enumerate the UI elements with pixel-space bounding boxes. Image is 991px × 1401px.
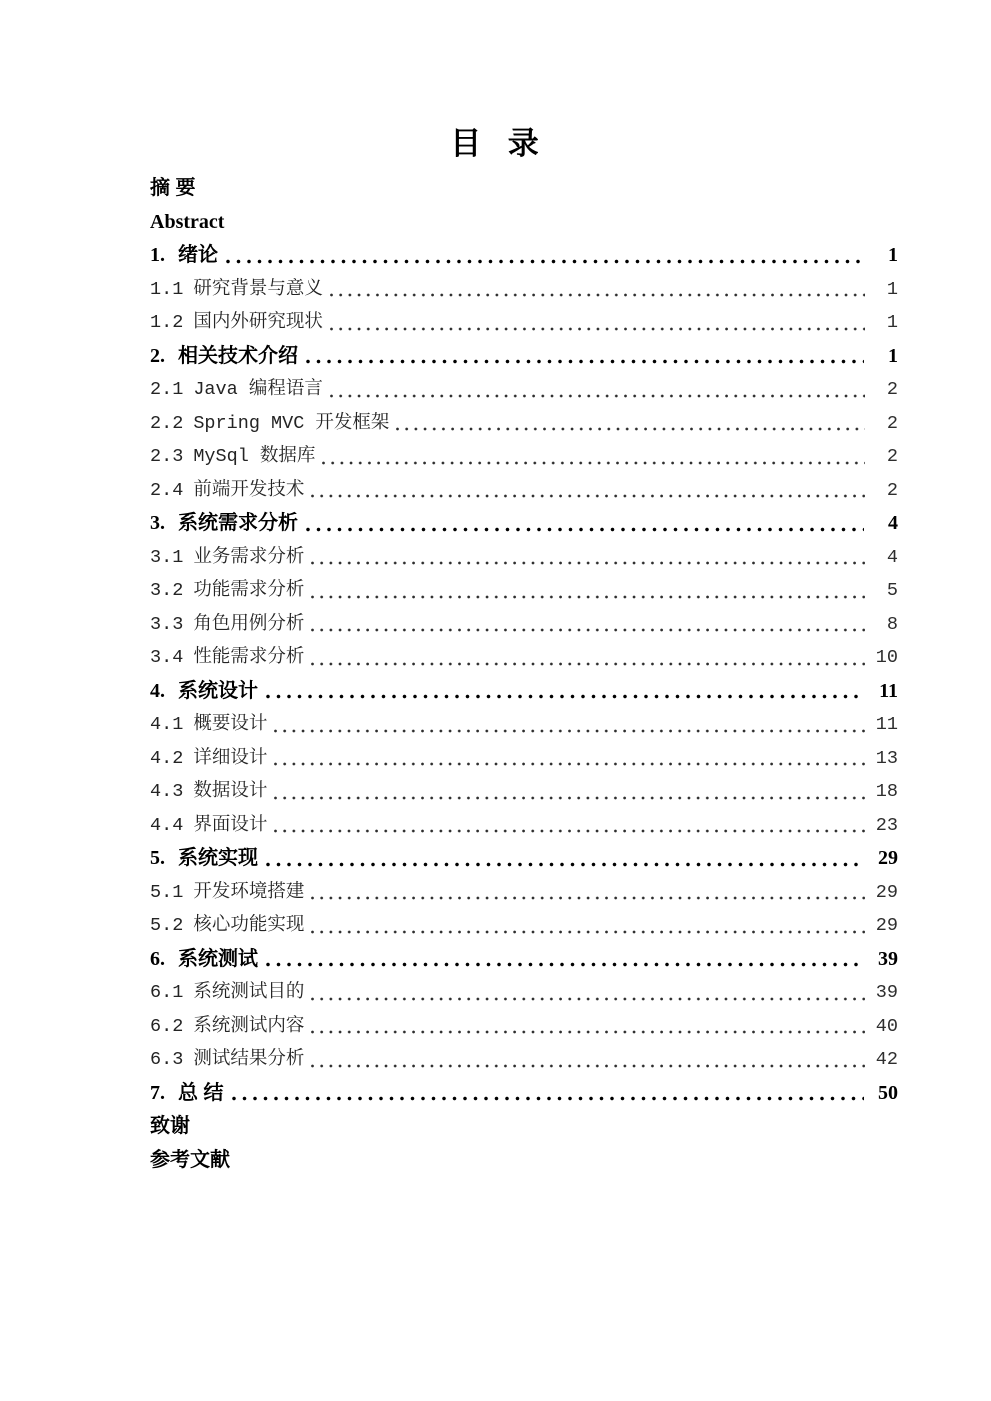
toc-row [150,809,898,843]
toc-row [150,373,898,407]
toc-entry-title: 摘 要 [150,177,196,199]
toc-dot-leader [311,930,865,934]
toc-dot-leader [274,729,865,733]
toc-entry-title: 核心功能实现 [193,915,305,936]
toc-page-number: 18 [875,781,898,802]
toc-entry-title: 系统测试 [178,947,258,970]
table-of-contents [150,172,898,1177]
toc-entry-title: 研究背景与意义 [193,278,323,300]
toc-page-number: 40 [875,1015,898,1037]
toc-entry-title: 开发环境搭建 [193,881,305,903]
toc-entry-title: 界面设计 [193,814,268,836]
toc-entry-number: 5. [150,847,165,869]
toc-page-number: 29 [875,881,898,903]
toc-row [150,574,898,608]
toc-dot-leader [311,1064,865,1068]
toc-page-number: 29 [875,915,898,936]
toc-row [150,943,898,977]
toc-row [150,1043,898,1077]
toc-entry-title: 测试结果分析 [193,1049,305,1070]
toc-page-number: 13 [875,747,898,769]
toc-entry-number: 2.1 [150,379,184,400]
toc-entry-title: 前端开发技术 [193,479,305,501]
toc-page-number: 10 [875,647,898,668]
toc-page-number: 1 [888,344,898,367]
toc-page-number: 39 [878,947,898,970]
toc-page-number: 50 [878,1081,898,1104]
toc-entry-title: 国内外研究现状 [193,312,323,333]
toc-row [150,172,898,206]
toc-entry-number: 4.1 [150,714,184,735]
toc-entry-title: 概要设计 [193,714,268,735]
toc-entry-title: 数据设计 [193,781,268,802]
toc-entry-title: Spring MVC 开发框架 [193,412,390,434]
toc-entry-title: 系统测试内容 [193,1015,305,1037]
toc-dot-leader [266,694,864,699]
toc-entry-number: 1. [150,244,165,266]
toc-entry-number: 2.4 [150,479,184,501]
toc-entry-title: 系统实现 [178,847,258,869]
toc-row [150,273,898,307]
toc-page-number: 5 [886,580,898,601]
toc-page-number: 1 [886,278,898,300]
toc-page-number: 4 [886,546,898,568]
toc-entry-number: 6. [150,947,165,970]
toc-entry-number: 2.3 [150,446,184,467]
toc-entry-number: 4.2 [150,747,184,769]
toc-row [150,507,898,541]
toc-dot-leader [311,628,865,632]
toc-dot-leader [274,829,865,833]
toc-dot-leader [396,427,865,431]
toc-entry-number: 3.1 [150,546,184,568]
toc-entry-number: 4. [150,679,165,702]
toc-entry-title: 角色用例分析 [193,613,305,635]
toc-entry-number: 3. [150,512,165,534]
toc-entry-number: 1.1 [150,278,184,300]
toc-row [150,1144,898,1178]
toc-entry-number: 4.3 [150,781,184,802]
toc-entry-title: 系统设计 [178,679,258,702]
toc-page-number: 39 [875,982,898,1003]
toc-page-number: 4 [888,512,898,534]
toc-dot-leader [232,1096,864,1101]
toc-entry-number: 4.4 [150,814,184,836]
toc-entry-number: 5.2 [150,915,184,936]
toc-dot-leader [311,997,865,1001]
toc-row [150,876,898,910]
toc-row [150,340,898,374]
toc-page-number: 2 [886,379,898,400]
toc-entry-number: 6.3 [150,1049,184,1070]
toc-page-number: 42 [875,1049,898,1070]
toc-dot-leader [311,494,865,498]
toc-row [150,976,898,1010]
toc-entry-number: 5.1 [150,881,184,903]
toc-row [150,675,898,709]
toc-entry-title: 系统测试目的 [193,982,305,1003]
toc-entry-number: 6.2 [150,1015,184,1037]
toc-entry-number: 6.1 [150,982,184,1003]
toc-page-number: 8 [886,613,898,635]
toc-page-number: 2 [886,446,898,467]
toc-entry-title: 相关技术介绍 [178,344,298,367]
toc-row [150,742,898,776]
toc-page-number: 11 [879,679,898,702]
toc-entry-number: 2.2 [150,412,184,434]
toc-row [150,239,898,273]
toc-row [150,842,898,876]
toc-entry-title: 系统需求分析 [178,512,298,534]
toc-row [150,474,898,508]
toc-row [150,775,898,809]
toc-row [150,641,898,675]
toc-dot-leader [311,561,865,565]
toc-row [150,909,898,943]
toc-dot-leader [274,762,865,766]
toc-entry-title: MySql 数据库 [193,446,316,467]
toc-dot-leader [311,1030,865,1034]
toc-page-number: 23 [875,814,898,836]
toc-dot-leader [311,662,865,666]
toc-row [150,1077,898,1111]
toc-entry-title: 绪论 [178,244,218,266]
toc-page-number: 11 [875,714,898,735]
toc-entry-title: 详细设计 [193,747,268,769]
toc-dot-leader [266,962,864,967]
toc-entry-title: Abstract [150,210,225,233]
toc-entry-title: 总 结 [178,1081,224,1104]
page-title: 目 录 [450,126,541,161]
toc-dot-leader [226,259,864,264]
toc-dot-leader [322,461,865,465]
toc-entry-title: 性能需求分析 [193,647,305,668]
toc-entry-title: 业务需求分析 [193,546,305,568]
toc-row [150,708,898,742]
toc-entry-title: 功能需求分析 [193,580,305,601]
toc-dot-leader [306,359,864,364]
toc-entry-number: 7. [150,1081,165,1104]
toc-entry-number: 2. [150,344,165,367]
toc-row [150,541,898,575]
toc-row [150,1010,898,1044]
toc-row [150,440,898,474]
toc-page-number: 29 [878,847,898,869]
toc-dot-leader [311,595,865,599]
toc-dot-leader [330,327,865,331]
toc-dot-leader [306,527,864,532]
toc-entry-number: 3.2 [150,580,184,601]
toc-entry-title: Java 编程语言 [193,379,323,400]
toc-page-number: 2 [886,479,898,501]
toc-row [150,1110,898,1144]
toc-dot-leader [274,796,865,800]
toc-entry-number: 3.3 [150,613,184,635]
toc-page-number: 2 [886,412,898,434]
toc-dot-leader [266,862,864,867]
toc-dot-leader [330,394,865,398]
toc-entry-number: 3.4 [150,647,184,668]
toc-row [150,608,898,642]
toc-row [150,306,898,340]
toc-entry-title: 参考文献 [150,1148,230,1171]
toc-entry-number: 1.2 [150,312,184,333]
toc-dot-leader [330,293,865,297]
toc-page-number: 1 [888,244,898,266]
toc-entry-title: 致谢 [150,1115,190,1137]
toc-dot-leader [311,896,865,900]
toc-page-number: 1 [886,312,898,333]
toc-row [150,407,898,441]
toc-row [150,206,898,240]
